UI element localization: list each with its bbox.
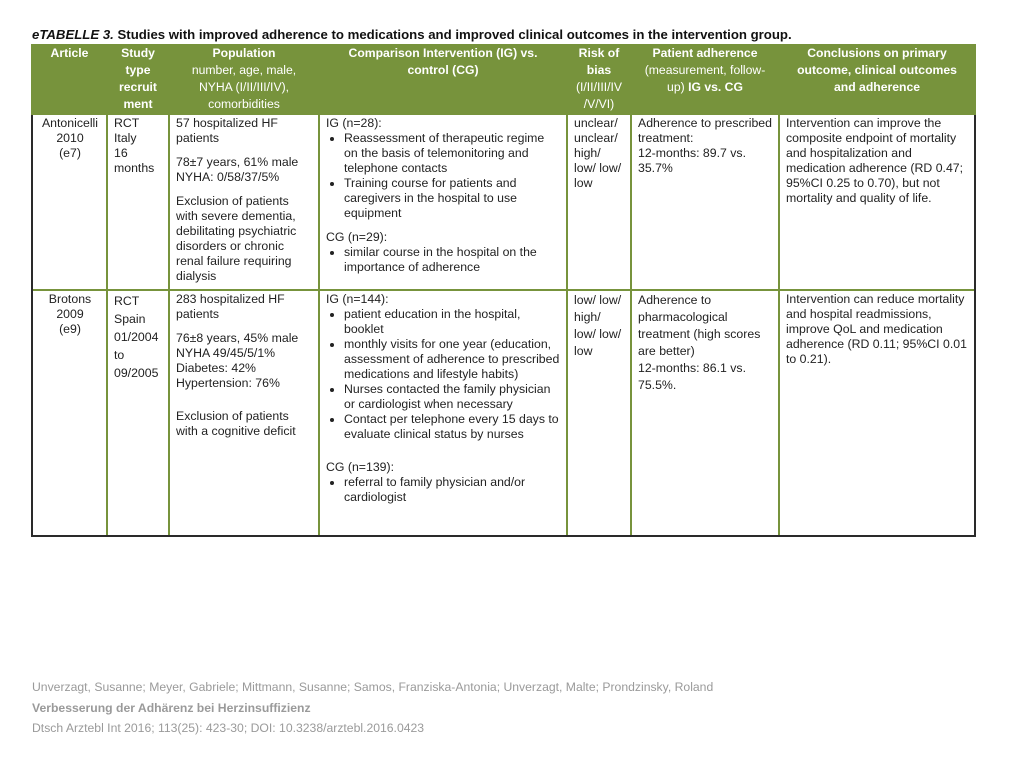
cell-population: 283 hospitalized HF patients 76±8 years, 45% male NYHA 49/45/5/1% Diabetes: 42% Hypertension: 76% Exclusion of patients with a cognitive deficit <box>169 290 319 536</box>
cell-population: 57 hospitalized HF patients 78±7 years, 61% male NYHA: 0/58/37/5% Exclusion of patients with severe dementia, debilitating psychiatric disorders or chronic renal failure requiring dialysis <box>169 115 319 290</box>
table-row <box>32 115 975 290</box>
header-conclusions: Conclusions on primary outcome, clinical outcomes and adherence <box>779 44 975 115</box>
cell-article: Brotons 2009 (e9) <box>32 290 107 536</box>
cell-adherence: Adherence to prescribed treatment: 12-months: 89.7 vs. 35.7% <box>631 115 779 290</box>
citation-footer <box>32 677 713 739</box>
header-patient-adherence: Patient adherence (measurement, follow- up) IG vs. CG <box>631 44 779 115</box>
list-item: • Nurses contacted the family physician or cardiologist when necessary <box>344 382 561 412</box>
table-header <box>32 44 975 115</box>
caption-label: eTABELLE 3. <box>32 27 114 42</box>
list-item: • patient education in the hospital, booklet <box>344 307 561 337</box>
cell-adherence: Adherence to pharmacological treatment (high scores are better) 12-months: 86.1 vs. 75.5%. <box>631 290 779 536</box>
cell-conclusion: Intervention can improve the composite endpoint of mortality and hospitalization and medication adherence (RD 0.47; 95%CI 0.25 to 0.70), but not mortality and quality of life. <box>779 115 975 290</box>
studies-table <box>31 44 976 537</box>
cell-comparison: IG (n=28): • Reassessment of therapeutic regime on the basis of telemonitoring and telephone contacts • Training course for patients and caregivers in the hospital to use equipment CG (n=29): • similar course in the hospital on the importance of adherence <box>319 115 567 290</box>
cell-comparison: IG (n=144): • patient education in the hospital, booklet • monthly visits for one year (education, assessment of adherence to prescribed medications and lifestyle habits) • Nurses contacted the family physician or cardiologist when necessary • Contact per telephone every 15 days to evaluate clinical status by nurses CG (n=139): • referral to family physician and/or cardiologist <box>319 290 567 536</box>
cell-conclusion: Intervention can reduce mortality and hospital readmissions, improve QoL and medication adherence (RD 0.11; 95%CI 0.01 to 0.21). <box>779 290 975 536</box>
cell-study-type: RCT Spain 01/2004 to 09/2005 <box>107 290 169 536</box>
footer-authors: Unverzagt, Susanne; Meyer, Gabriele; Mittmann, Susanne; Samos, Franziska-Antonia; Unverzagt, Malte; Prondzinsky, Roland <box>32 680 714 694</box>
cell-article: Antonicelli 2010 (e7) <box>32 115 107 290</box>
caption-text: Studies with improved adherence to medications and improved clinical outcomes in the intervention group. <box>117 27 792 42</box>
table-row <box>32 290 975 536</box>
cg-list <box>326 245 561 275</box>
cg-list <box>326 475 561 505</box>
list-item: • Training course for patients and caregivers in the hospital to use equipment <box>344 176 561 221</box>
list-item: • Contact per telephone every 15 days to evaluate clinical status by nurses <box>344 412 561 442</box>
header-comparison: Comparison Intervention (IG) vs. control (CG) <box>319 44 567 115</box>
list-item: • monthly visits for one year (education, assessment of adherence to prescribed medications and lifestyle habits) <box>344 337 561 382</box>
header-article: Article <box>32 44 107 115</box>
ig-list <box>326 131 561 221</box>
cell-risk-of-bias: low/ low/ high/ low/ low/ low <box>567 290 631 536</box>
header-risk-of-bias: Risk of bias (I/II/III/IV /V/VI) <box>567 44 631 115</box>
cell-risk-of-bias: unclear/ unclear/ high/ low/ low/ low <box>567 115 631 290</box>
header-study-type: Study type recruit ment <box>107 44 169 115</box>
cell-study-type: RCT Italy 16 months <box>107 115 169 290</box>
table-caption <box>32 27 792 42</box>
footer-citation: Dtsch Arztebl Int 2016; 113(25): 423-30; DOI: 10.3238/arztebl.2016.0423 <box>32 721 425 735</box>
list-item: • referral to family physician and/or cardiologist <box>344 475 561 505</box>
list-item: • similar course in the hospital on the importance of adherence <box>344 245 561 275</box>
footer-title: Verbesserung der Adhärenz bei Herzinsuffizienz <box>32 700 311 715</box>
list-item: • Reassessment of therapeutic regime on the basis of telemonitoring and telephone contacts <box>344 131 561 176</box>
ig-list <box>326 307 561 442</box>
header-population: Population number, age, male, NYHA (I/II/III/IV), comorbidities <box>169 44 319 115</box>
